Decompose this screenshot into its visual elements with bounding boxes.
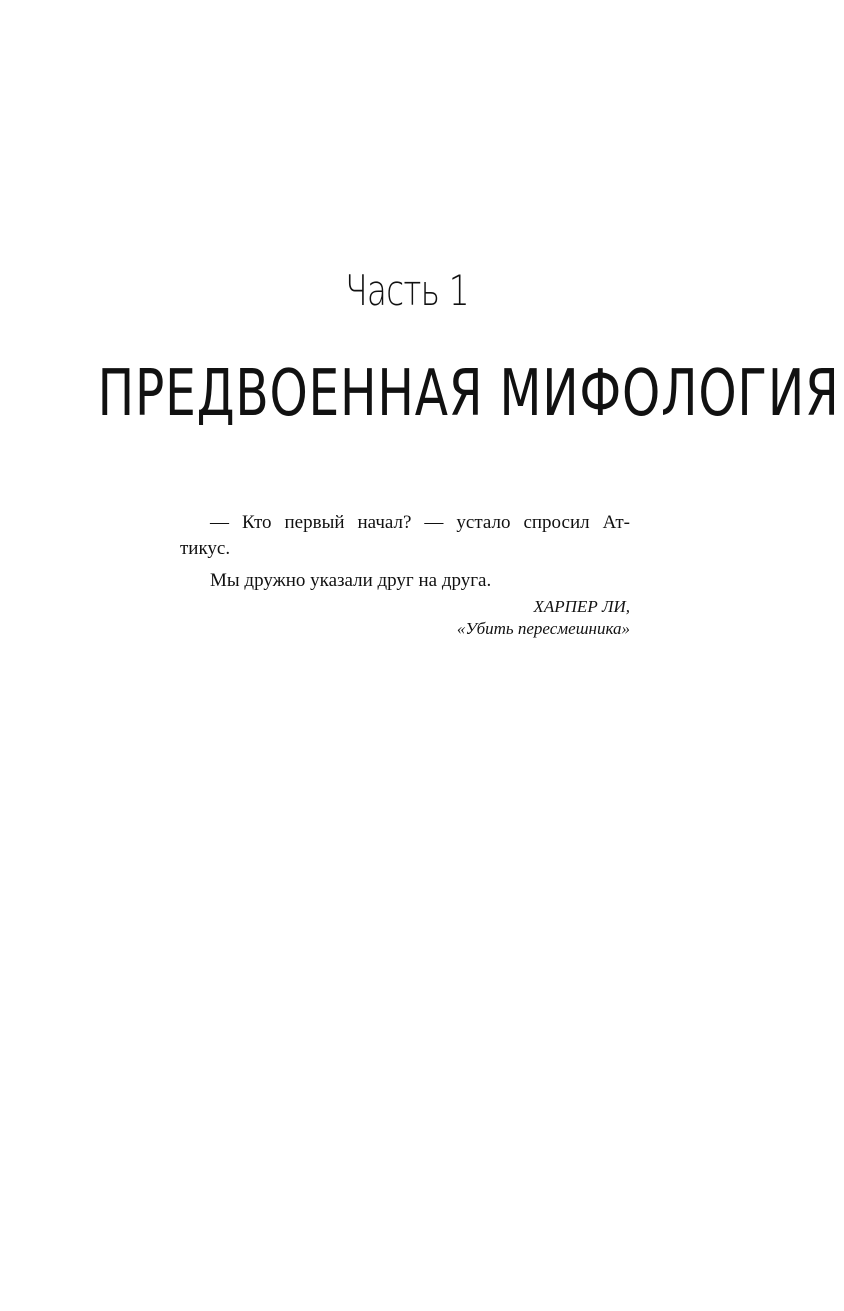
part-number-heading: Часть 1 [345,266,469,315]
epigraph-line: Мы дружно указали друг на друга. [210,570,492,591]
part-title-heading: ПРЕДВОЕННАЯ МИФОЛОГИЯ [97,357,840,431]
epigraph [180,510,630,640]
epigraph-author: ХАРПЕР ЛИ, [533,597,630,616]
epigraph-line: — Кто первый начал? — устало спросил Ат- [210,512,630,533]
epigraph-source: «Убить пересмешника» [456,619,630,638]
epigraph-line: тикус. [180,538,231,559]
